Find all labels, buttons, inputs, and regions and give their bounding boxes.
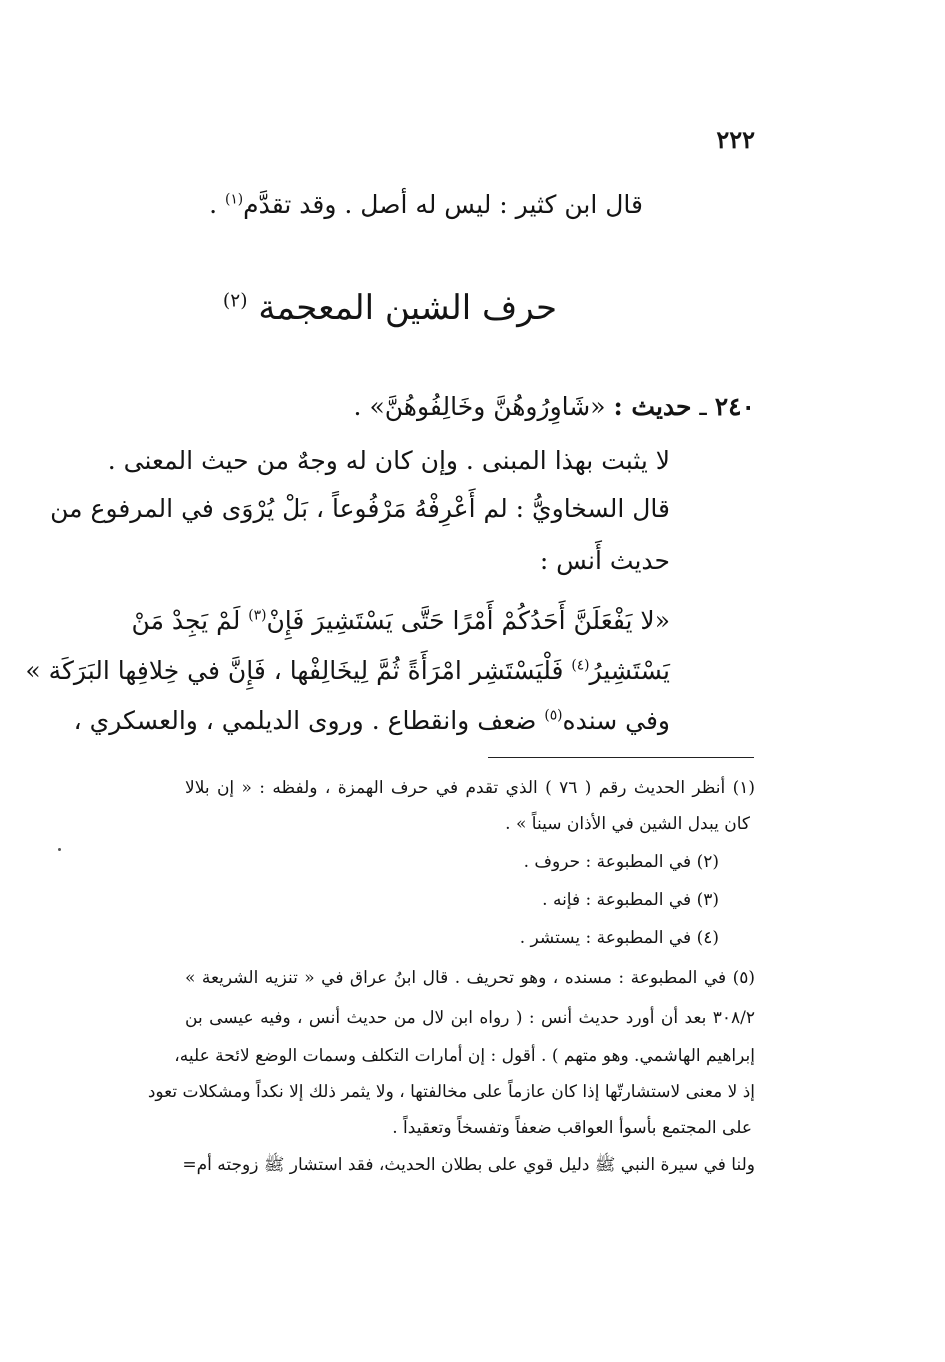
footnote-5-line-4: إذ لا معنى لاستشارتّها إذا كان عازماً على مخالفتها ، ولا يثمر ذلك إلا نكداً ومشكلات تعود <box>147 1082 755 1102</box>
hadith-entry-title <box>354 392 755 421</box>
intro-line <box>209 190 643 219</box>
hadith-text: «شَاوِرُوهُنَّ وخَالِفُوهُنَّ» . <box>353 392 614 421</box>
footnote-1-line-1: (١) أنظر الحديث رقم ( ٧٦ ) الذي تقدم في حرف الهمزة ، ولفظه : « إن بلالا <box>185 778 755 798</box>
footnote-3: (٣) في المطبوعة : فإنه . <box>542 890 719 910</box>
body-line <box>132 606 670 635</box>
footnote-2: (٢) في المطبوعة : حروف . <box>523 852 719 872</box>
footnote-continuation: ولنا في سيرة النبي ﷺ دليل قوي على بطلان الحديث، فقد استشار ﷺ زوجته أم= <box>182 1155 755 1175</box>
footnote-5-line-5: على المجتمع بأسوأ العواقب ضعفاً وتفسخاً وتعقيداً . <box>392 1118 752 1138</box>
footnote-ref: (١) <box>225 191 244 208</box>
body-text: لَمْ يَجِدْ مَنْ <box>131 606 249 635</box>
footnote-ref: (٥) <box>544 707 563 724</box>
hadith-label: حديث : <box>613 392 692 421</box>
body-line <box>74 706 670 735</box>
footnote-divider <box>488 757 754 758</box>
section-heading-text: حرف الشين المعجمة <box>258 288 557 328</box>
body-line: حديث أَنس : <box>539 546 670 575</box>
footnote-5-line-2: ٣٠٨/٢ بعد أن أورد حديث أنس : ( رواه ابن لال من حديث أنس ، وفيه عيسى بن <box>185 1008 755 1028</box>
footnote-4: (٤) في المطبوعة : يستشر . <box>519 928 719 948</box>
body-text: ضعف وانقطاع . وروى الديلمي ، والعسكري ، <box>73 706 537 735</box>
body-text: وفي سنده <box>562 706 670 735</box>
footnote-5-line-3: إبراهيم الهاشمي. وهو متهم ) . أقول : إن أمارات التكلف وسمات الوضع لائحة عليه، <box>174 1046 755 1066</box>
body-line: قال السخاويُّ : لم أَعْرِفْهُ مَرْفُوعاً ، بَلْ يُرْوَى في المرفوع من <box>50 494 670 523</box>
body-line <box>25 656 670 685</box>
footnote-ref: (٢) <box>222 290 248 312</box>
hadith-number: ٢٤٠ <box>714 392 755 421</box>
hadith-dash: ـ <box>691 392 715 421</box>
intro-end: . <box>209 190 225 219</box>
body-text: يَسْتَشِيرُ <box>589 656 670 685</box>
page-number: ٢٢٢ <box>716 125 755 154</box>
footnote-ref: (٣) <box>248 607 267 624</box>
section-heading <box>223 288 557 328</box>
scan-speck <box>58 848 61 851</box>
body-text: «لا يَفْعَلَنَّ أَحَدُكُمْ أَمْرًا حَتَّى يَسْتَشِيرَ فَإِنْ <box>266 606 670 635</box>
footnote-5-line-1: (٥) في المطبوعة : مسنده ، وهو تحريف . قال ابنُ عراق في « تنزيه الشريعة » <box>185 968 755 988</box>
body-text: فَلْيَسْتَشِر امْرَأَةً ثُمَّ لِيخَالِفْها ، فَإِنَّ في خِلافِها البَرَكَة » <box>25 656 564 685</box>
intro-text: قال ابن كثير : ليس له أصل . وقد تقدَّم <box>243 190 643 219</box>
footnote-1-line-2: كان يبدل الشين في الأذان سيناً » . <box>505 814 750 834</box>
body-line: لا يثبت بهذا المبنى . وإن كان له وجهٌ من حيث المعنى . <box>107 446 670 475</box>
footnote-ref: (٤) <box>571 657 590 674</box>
